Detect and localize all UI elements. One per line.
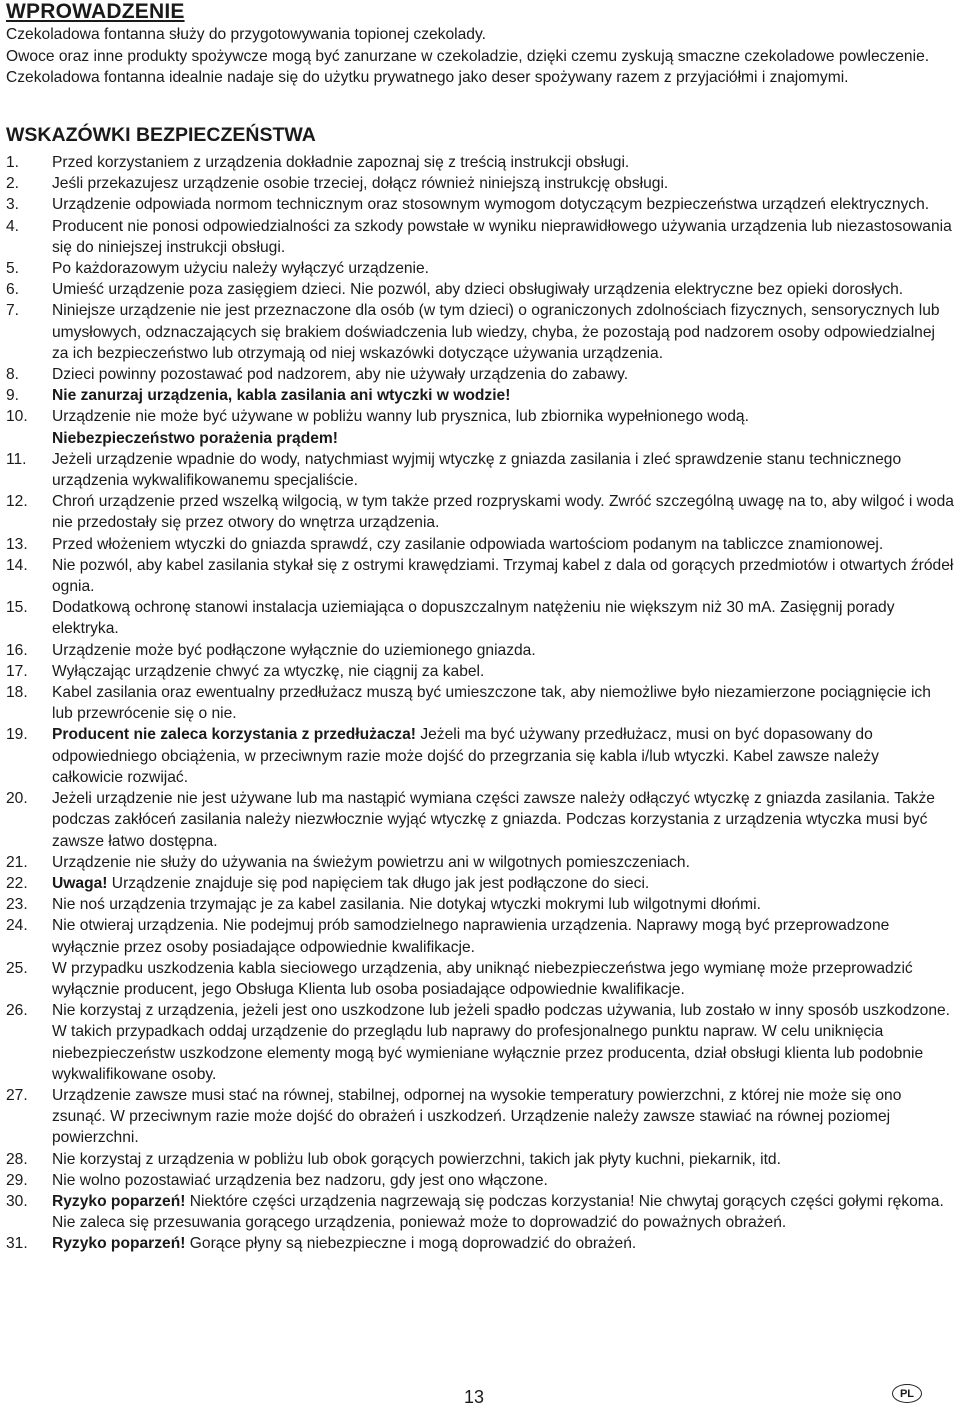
safety-item-body: Nie noś urządzenia trzymając je za kabel zasilania. Nie dotykaj wtyczki mokrymi lub wilgotnymi dłońmi. <box>52 896 761 914</box>
safety-item-body: Chroń urządzenie przed wszelką wilgocią, w tym także przed rozpryskami wody. Zwróć szczególną uwagę na to, aby wilgoć i woda nie przedostały się przez otwory do wnętrza urządzenia. <box>52 493 954 532</box>
safety-item <box>6 1000 954 1085</box>
safety-item <box>6 640 954 661</box>
safety-item-number: 23. <box>6 896 28 914</box>
safety-item-text <box>52 216 954 258</box>
safety-item-number: 15. <box>6 599 28 617</box>
safety-item-number: 6. <box>6 281 20 299</box>
safety-item-text <box>52 724 954 788</box>
safety-item-body: Niektóre części urządzenia nagrzewają się podczas korzystania! Nie chwytaj gorących części gołymi rękoma. Nie zaleca się przesuwania gorącego urządzenia, ponieważ może to doprowadzić do poważnych obrażeń. <box>52 1192 944 1232</box>
safety-item-text <box>52 597 954 639</box>
safety-item-body: Urządzenie znajduje się pod napięciem tak długo jak jest podłączone do sieci. <box>107 874 650 892</box>
safety-item-number: 14. <box>6 556 28 574</box>
safety-item <box>6 1233 954 1254</box>
safety-item-text <box>52 915 954 957</box>
language-badge: PL <box>892 1384 922 1403</box>
safety-item <box>6 788 954 852</box>
safety-item <box>6 173 954 194</box>
safety-item-number: 10. <box>6 408 28 426</box>
intro-line: Owoce oraz inne produkty spożywcze mogą być zanurzane w czekoladzie, dzięki czemu zyskują smaczne czekoladowe powleczenie. Czekoladowa fontanna idealnie nadaje się do użytku prywatnego jako deser spożywany razem z przyjaciółmi i znajomymi. <box>6 47 930 86</box>
safety-item-emphasis: Nie zanurzaj urządzenia, kabla zasilania ani wtyczki w wodzie! <box>52 387 511 405</box>
safety-item <box>6 852 954 873</box>
safety-item-body: Urządzenie zawsze musi stać na równej, stabilnej, odpornej na wysokie temperatury powierzchni, z której nie może się ono zsunąć. W przeciwnym razie może dojść do obrażeń i uszkodzeń. Urządzenie należy zawsze stawiać na równej poziomej powierzchni. <box>52 1086 902 1147</box>
safety-item <box>6 491 954 533</box>
safety-item-number: 1. <box>6 154 20 171</box>
safety-item <box>6 1191 954 1233</box>
safety-item-number: 19. <box>6 726 28 744</box>
safety-item-text <box>52 1149 954 1170</box>
safety-item-body: Nie pozwól, aby kabel zasilania stykał się z ostrymi krawędziami. Trzymaj kabel z dala od gorących przedmiotów i otwartych źródeł ognia. <box>52 556 954 596</box>
safety-item-number: 22. <box>6 874 28 892</box>
safety-item-body: Po każdorazowym użyciu należy wyłączyć urządzenie. <box>52 260 430 278</box>
safety-item-body: Nie korzystaj z urządzenia w pobliżu lub obok gorących powierzchni, takich jak płyty kuchni, piekarnik, itd. <box>52 1150 781 1168</box>
safety-item-text <box>52 300 954 364</box>
safety-item-body: Nie wolno pozostawiać urządzenia bez nadzoru, gdy jest ono włączone. <box>52 1171 548 1189</box>
safety-item-body: Urządzenie odpowiada normom technicznym oraz stosownym wymogom dotyczącym bezpieczeństwa urządzeń elektrycznych. <box>52 196 930 214</box>
safety-item-text <box>52 788 954 852</box>
safety-item-body: Dzieci powinny pozostawać pod nadzorem, aby nie używały urządzenia do zabawy. <box>52 366 629 384</box>
safety-item <box>6 216 954 258</box>
safety-item-emphasis: Uwaga! <box>52 874 108 892</box>
safety-item-number: 2. <box>6 175 20 193</box>
safety-item-text <box>52 279 954 300</box>
safety-item <box>6 1149 954 1170</box>
safety-item <box>6 894 954 915</box>
safety-item-body: Jeżeli urządzenie wpadnie do wody, natychmiast wyjmij wtyczkę z gniazda zasilania i zleć sprawdzenie stanu technicznego urządzenia wykwalifikowanemu specjaliście. <box>52 450 902 490</box>
safety-item <box>6 300 954 364</box>
safety-item-body: Urządzenie nie może być używane w pobliżu wanny lub prysznica, lub zbiornika wypełnionego wodą. <box>52 408 749 426</box>
safety-item-number: 12. <box>6 493 28 511</box>
safety-item-number: 25. <box>6 959 28 977</box>
safety-item-text <box>52 152 954 173</box>
introduction-text <box>6 24 946 89</box>
safety-item-body: Jeśli przekazujesz urządzenie osobie trzeciej, dołącz również niniejszą instrukcję obsługi. <box>52 175 669 193</box>
safety-item-number: 31. <box>6 1235 28 1253</box>
safety-item-body: W przypadku uszkodzenia kabla sieciowego urządzenia, aby uniknąć niebezpieczeństwa jego wymianę może przeprowadzić wyłącznie producent, jego Obsługa Klienta lub osoba posiadające odpowiednie kwalifikacje. <box>52 959 913 998</box>
safety-item-text <box>52 491 954 533</box>
safety-item <box>6 194 954 215</box>
safety-item-text <box>52 406 954 448</box>
safety-item-number: 11. <box>6 450 27 468</box>
safety-item-warning: Niebezpieczeństwo porażenia prądem! <box>52 429 338 447</box>
section-title-safety: WSKAZÓWKI BEZPIECZEŃSTWA <box>6 124 316 146</box>
safety-item-number: 27. <box>6 1086 28 1104</box>
safety-item-text <box>52 194 954 215</box>
safety-item-number: 26. <box>6 1002 28 1020</box>
safety-item <box>6 152 954 173</box>
safety-list <box>6 152 954 1255</box>
safety-item-number: 13. <box>6 535 28 553</box>
safety-item-text <box>52 173 954 194</box>
safety-item <box>6 258 954 279</box>
safety-item-text <box>52 1191 954 1233</box>
safety-item-text <box>52 661 954 682</box>
safety-item-text <box>52 1233 954 1254</box>
safety-item-text <box>52 873 954 894</box>
safety-item <box>6 724 954 788</box>
safety-item-body: Wyłączając urządzenie chwyć za wtyczkę, nie ciągnij za kabel. <box>52 662 485 680</box>
section-title-introduction: WPROWADZENIE <box>6 0 185 23</box>
safety-item-number: 30. <box>6 1192 28 1210</box>
safety-item-text <box>52 640 954 661</box>
safety-item-number: 17. <box>6 662 28 680</box>
safety-item-text <box>52 555 954 597</box>
safety-item <box>6 406 954 448</box>
safety-item-number: 5. <box>6 260 20 278</box>
safety-item-emphasis: Ryzyko poparzeń! <box>52 1235 186 1253</box>
safety-item-text <box>52 534 954 555</box>
safety-item <box>6 958 954 1000</box>
safety-item-text <box>52 1085 954 1149</box>
safety-item <box>6 279 954 300</box>
safety-item-body: Przed włożeniem wtyczki do gniazda sprawdź, czy zasilanie odpowiada wartościom podanym na tabliczce znamionowej. <box>52 535 884 553</box>
safety-item-number: 9. <box>6 387 20 405</box>
safety-item <box>6 873 954 894</box>
safety-item-body: Dodatkową ochronę stanowi instalacja uziemiająca o dopuszczalnym natężeniu nie większym niż 30 mA. Zasięgnij porady elektryka. <box>52 599 895 638</box>
safety-item-body: Nie otwieraj urządzenia. Nie podejmuj prób samodzielnego naprawienia urządzenia. Naprawy mogą być przeprowadzone wyłącznie przez osoby posiadające odpowiednie kwalifikacje. <box>52 917 890 956</box>
safety-item-text <box>52 894 954 915</box>
safety-item-body: Jeżeli ma być używany przedłużacz, musi on być dopasowany do odpowiedniego obciążenia, w przeciwnym razie może dojść do przegrzania się kabla i/lub wtyczki. Kabel zawsze należy całkowicie rozwijać. <box>52 726 879 786</box>
safety-item <box>6 555 954 597</box>
safety-item-text <box>52 385 954 406</box>
safety-item <box>6 364 954 385</box>
safety-item-text <box>52 258 954 279</box>
safety-item <box>6 661 954 682</box>
safety-item-text <box>52 852 954 873</box>
safety-item-text <box>52 364 954 385</box>
safety-item-text <box>52 1000 954 1085</box>
safety-item-number: 8. <box>6 366 20 384</box>
safety-item-number: 20. <box>6 790 28 808</box>
safety-item-number: 7. <box>6 302 20 320</box>
safety-item <box>6 915 954 957</box>
safety-item <box>6 534 954 555</box>
safety-item-number: 21. <box>6 853 28 871</box>
safety-item-body: Nie korzystaj z urządzenia, jeżeli jest ono uszkodzone lub jeżeli spadło podczas używania, lub zostało w inny sposób uszkodzone. W takich przypadkach oddaj urządzenie do przeglądu lub naprawy do profesjonalnego punktu napraw. W celu uniknięcia niebezpieczeństw uszkodzone elementy mogą być wymieniane wyłącznie przez producenta, dział obsługi klienta lub podobnie wykwalifikowane osoby. <box>52 1002 951 1083</box>
safety-item-number: 18. <box>6 684 28 702</box>
safety-item-body: Producent nie ponosi odpowiedzialności za szkody powstałe w wyniku nieprawidłowego używania urządzenia lub niezastosowania się do niniejszej instrukcji obsługi. <box>52 217 952 256</box>
safety-item-body: Jeżeli urządzenie nie jest używane lub ma nastąpić wymiana części zawsze należy odłączyć wtyczkę z gniazda zasilania. Także podczas zakłóceń zasilania należy niezwłocznie wyjąć wtyczkę z gniazda. Podczas korzystania z urządzenia wtyczka musi być zawsze łatwo dostępna. <box>52 790 935 850</box>
intro-line: Czekoladowa fontanna służy do przygotowywania topionej czekolady. <box>6 26 486 43</box>
safety-item-number: 16. <box>6 641 28 659</box>
safety-item-body: Niniejsze urządzenie nie jest przeznaczone dla osób (w tym dzieci) o ograniczonych zdolnościach fizycznych, sensorycznych lub umysłowych, odznaczających się brakiem doświadczenia lub wiedzy, chyba, że pozostają pod nadzorem osoby odpowiedzialnej za ich bezpieczeństwo lub otrzymają od niej wskazówki dotyczące używania urządzenia. <box>52 302 940 362</box>
safety-item-body: Przed korzystaniem z urządzenia dokładnie zapoznaj się z treścią instrukcji obsługi. <box>52 154 630 171</box>
safety-item-emphasis: Producent nie zaleca korzystania z przedłużacza! <box>52 726 416 744</box>
safety-item-text <box>52 449 954 491</box>
safety-item <box>6 597 954 639</box>
safety-item <box>6 449 954 491</box>
safety-item <box>6 385 954 406</box>
safety-item <box>6 682 954 724</box>
safety-item-body: Gorące płyny są niebezpieczne i mogą doprowadzić do obrażeń. <box>185 1235 637 1253</box>
safety-item-number: 28. <box>6 1150 28 1168</box>
safety-item-number: 4. <box>6 217 20 235</box>
page-number: 13 <box>464 1387 485 1407</box>
safety-item <box>6 1170 954 1191</box>
safety-item-text <box>52 682 954 724</box>
safety-item-number: 3. <box>6 196 20 214</box>
safety-item-text <box>52 1170 954 1191</box>
safety-item-number: 24. <box>6 917 28 935</box>
safety-item-body: Kabel zasilania oraz ewentualny przedłużacz muszą być umieszczone tak, aby niemożliwe było niezamierzone pociągnięcie ich lub przewrócenie się o nie. <box>52 684 931 723</box>
safety-item-body: Umieść urządzenie poza zasięgiem dzieci. Nie pozwól, aby dzieci obsługiwały urządzenia elektryczne bez opieki dorosłych. <box>52 281 904 299</box>
safety-item-text <box>52 958 954 1000</box>
safety-item-emphasis: Ryzyko poparzeń! <box>52 1192 186 1210</box>
safety-item-body: Urządzenie może być podłączone wyłącznie do uziemionego gniazda. <box>52 641 536 659</box>
safety-item-number: 29. <box>6 1171 28 1189</box>
safety-item <box>6 1085 954 1149</box>
safety-item-body: Urządzenie nie służy do używania na świeżym powietrzu ani w wilgotnych pomieszczeniach. <box>52 853 690 871</box>
